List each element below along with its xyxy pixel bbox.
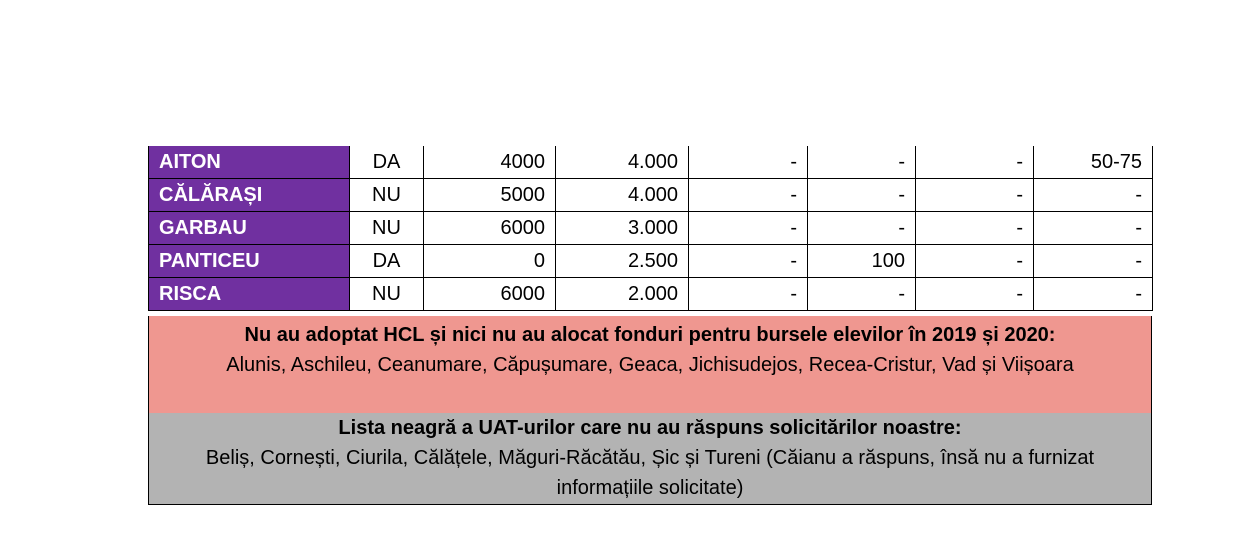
no-hcl-note [148, 316, 1152, 414]
value-cell: - [689, 278, 808, 311]
value-cell: - [689, 245, 808, 278]
value-cell: - [916, 245, 1034, 278]
value-cell: 4.000 [556, 179, 689, 212]
value-cell: - [916, 146, 1034, 179]
table-row [149, 245, 1153, 278]
blacklist-note-title: Lista neagră a UAT-urilor care nu au răspuns solicitărilor noastre: [338, 417, 962, 439]
scholarship-table [148, 146, 1153, 311]
value-cell: - [916, 278, 1034, 311]
value-cell: 50-75 [1034, 146, 1153, 179]
no-hcl-note-title: Nu au adoptat HCL și nici nu au alocat fonduri pentru bursele elevilor în 2019 și 2020: [244, 324, 1056, 346]
no-hcl-note-text: Alunis, Aschileu, Ceanumare, Căpușumare, Geaca, Jichisudejos, Recea-Cristur, Vad și Viișoara [226, 354, 1074, 376]
commune-name: AITON [149, 146, 350, 179]
hcl-adopted-cell: DA [350, 146, 424, 179]
value-cell: 3.000 [556, 212, 689, 245]
value-cell: 5000 [424, 179, 556, 212]
value-cell: - [1034, 278, 1153, 311]
hcl-adopted-cell: NU [350, 212, 424, 245]
value-cell: - [808, 278, 916, 311]
value-cell: 4000 [424, 146, 556, 179]
value-cell: 2.000 [556, 278, 689, 311]
value-cell: - [1034, 212, 1153, 245]
commune-name: RISCA [149, 278, 350, 311]
value-cell: - [689, 146, 808, 179]
table-row [149, 212, 1153, 245]
blacklist-note-text: Beliș, Cornești, Ciurila, Călățele, Măguri-Răcătău, Șic și Tureni (Căianu a răspuns, însă nu a furnizat informațiile solicitate) [205, 447, 1095, 499]
value-cell: - [808, 212, 916, 245]
value-cell: 4.000 [556, 146, 689, 179]
blacklist-note [148, 413, 1152, 505]
commune-name: GARBAU [149, 212, 350, 245]
value-cell: - [1034, 245, 1153, 278]
table-row [149, 278, 1153, 311]
table-row [149, 179, 1153, 212]
value-cell: 6000 [424, 278, 556, 311]
hcl-adopted-cell: NU [350, 179, 424, 212]
commune-name: PANTICEU [149, 245, 350, 278]
table-row [149, 146, 1153, 179]
value-cell: - [689, 212, 808, 245]
value-cell: 100 [808, 245, 916, 278]
value-cell: 0 [424, 245, 556, 278]
value-cell: 6000 [424, 212, 556, 245]
commune-name: CĂLĂRAȘI [149, 179, 350, 212]
value-cell: - [916, 179, 1034, 212]
value-cell: - [808, 179, 916, 212]
hcl-adopted-cell: DA [350, 245, 424, 278]
value-cell: - [1034, 179, 1153, 212]
hcl-adopted-cell: NU [350, 278, 424, 311]
value-cell: - [808, 146, 916, 179]
value-cell: - [689, 179, 808, 212]
value-cell: 2.500 [556, 245, 689, 278]
value-cell: - [916, 212, 1034, 245]
